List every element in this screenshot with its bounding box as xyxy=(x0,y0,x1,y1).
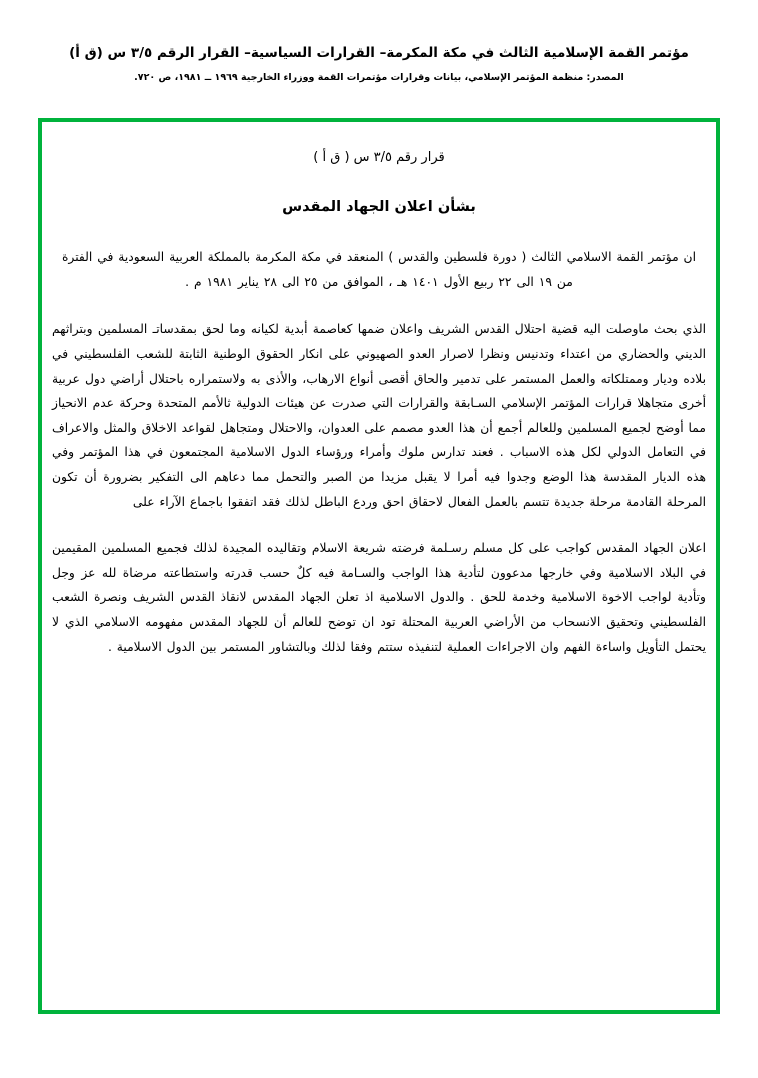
header-source: المصدر: منظمة المؤتمر الإسلامي، بيانات وقرارات مؤتمرات القمة ووزراء الخارجية ١٩٦٩ ــ ١٩٨١، ص ٧٢٠. xyxy=(134,71,624,83)
header-title: مؤتمر القمة الإسلامية الثالث في مكة المكرمة– القرارات السياسية– القرار الرقم ٣/٥ س (ق أ) xyxy=(69,45,689,61)
paragraph-declaration: اعلان الجهاد المقدس كواجب على كل مسلم رسـلمة فرضته شريعة الاسلام وتقاليده المجيدة لذلك فجميع المسلمين المقيمين في البلاد الاسلامية وفي خارجها مدعوون لتأدية هذا الواجب والسـامة فيه كلٌ حسب قدرته واستطاعته مرضاة لله عز وجل وتأدية لواجب الاخوة الاسلامية وخدمة للحق . والدول الاسلامية اذ تعلن الجهاد المقدس لانقاذ القدس الشريف ونصرة الشعب الفلسطيني وتحقيق الانسحاب من الأراضي العربية المحتلة تود ان توضح للعالم أن للجهاد المقدس مفهومه الاسلامي الذي لا يحتمل التأويل واساءة الفهم وان الاجراءات العملية لتنفيذه ستتم وفقا لذلك وبالتشاور المستمر بين الدول الاسلامية . xyxy=(52,541,706,654)
paragraph-body: الذي بحث ماوصلت اليه قضية احتلال القدس الشريف واعلان ضمها كعاصمة أبدية لكيانه وما لحق بمقدساتـ المسلمين وبتراثهم الديني والحضاري من اعتداء وتدنيس ونظرا لاصرار العدو الصهيوني على انكار الحقوق الوطنية الثابتة للشعب الفلسطيني في بلاده وديار وممتلكاته والعمل المستمر على تدمير والحاق أقصى أنواع الارهاب، والأذى به ولاستمراره باحتلال أراضي دول عربية أخرى متجاهلا قرارات المؤتمر الإسلامي السـابقة والقرارات التي صدرت عن هيئات الدولية ثالأمم المتحدة وحركة عدم الانحياز مما أوضح لجميع المسلمين وللعالم أجمع أن هذا العدو مصمم على العدوان، والاحتلال ومتجاهل لقواعد الاخلاق والمثل والاعراف في التعامل الدولي لكل هذه الاسباب . فعند تدارس ملوك وأمراء ورؤساء الدول الاسلامية المجتمعون في هذا المؤتمر وفي هذه الديار المقدسة هذا الوضع وجدوا فيه أمرا لا يقبل مزيدا من الصبر والتحمل مما دعاهم الى التفكير بضرورة أن تكون المرحلة القادمة مرحلة جديدة تتسم بالعمل الفعال لاحقاق احق وردع الباطل لذلك فقد اتفقوا باجماع الآراء على xyxy=(52,322,706,509)
decision-subject: بشأن اعلان الجهاد المقدس xyxy=(282,199,476,215)
decision-number: قرار رقم ٣/٥ س ( ق أ ) xyxy=(313,150,445,165)
page-header xyxy=(0,0,758,83)
paragraph-preamble: ان مؤتمر القمة الاسلامي الثالث ( دورة فلسطين والقدس ) المنعقد في مكة المكرمة بالمملكة العربية السعودية في الفترة من ١٩ الى ٢٢ ربيع الأول ١٤٠١ هـ ، الموافق من ٢٥ الى ٢٨ يناير ١٩٨١ م . xyxy=(61,250,697,290)
document-content xyxy=(52,150,706,681)
